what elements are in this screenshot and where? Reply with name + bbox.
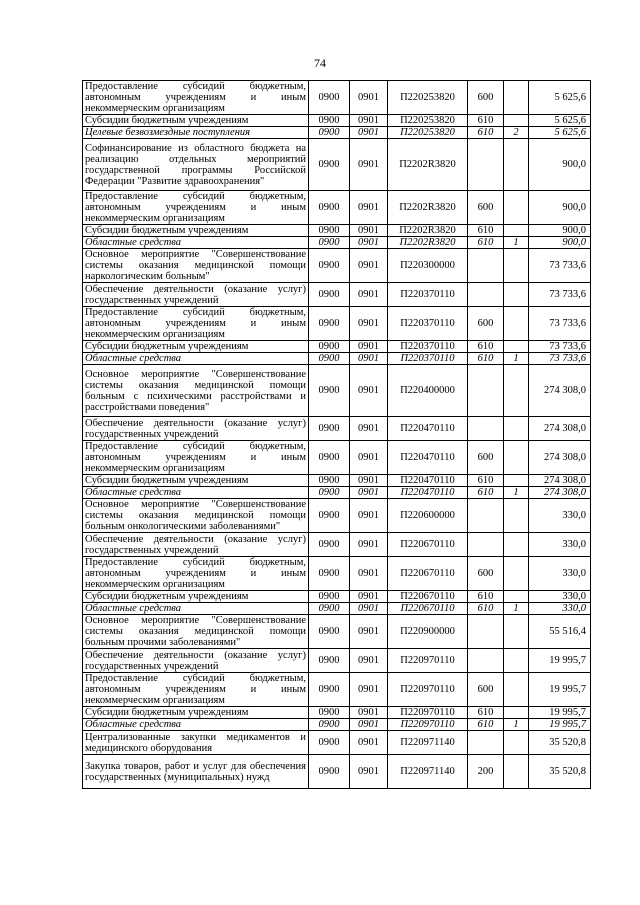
section-code: 0900 (309, 81, 350, 115)
amount: 900,0 (529, 191, 591, 225)
subsection-code: 0901 (350, 557, 388, 591)
expense-type-code: 610 (468, 225, 504, 237)
section-code: 0900 (309, 225, 350, 237)
subsection-code: 0901 (350, 475, 388, 487)
amount: 19 995,7 (529, 719, 591, 731)
section-code: 0900 (309, 649, 350, 673)
section-code: 0900 (309, 673, 350, 707)
table-row (83, 615, 591, 649)
amount: 330,0 (529, 499, 591, 533)
table-row (83, 591, 591, 603)
expense-type-code: 610 (468, 115, 504, 127)
subsection-code: 0901 (350, 591, 388, 603)
section-code: 0900 (309, 557, 350, 591)
expense-type-code: 610 (468, 719, 504, 731)
funding-source-code (504, 731, 529, 755)
expense-type-code (468, 283, 504, 307)
funding-source-code: 1 (504, 237, 529, 249)
funding-source-code: 1 (504, 487, 529, 499)
subsection-code: 0901 (350, 81, 388, 115)
table-row (83, 441, 591, 475)
funding-source-code (504, 673, 529, 707)
subsection-code: 0901 (350, 237, 388, 249)
target-article-code: П220470110 (388, 417, 468, 441)
table-row (83, 283, 591, 307)
table-row (83, 755, 591, 789)
subsection-code: 0901 (350, 499, 388, 533)
subsection-code: 0901 (350, 249, 388, 283)
target-article-code: П220370110 (388, 341, 468, 353)
target-article-code: П220470110 (388, 475, 468, 487)
subsection-code: 0901 (350, 615, 388, 649)
expense-type-code: 610 (468, 341, 504, 353)
funding-source-code: 1 (504, 603, 529, 615)
funding-source-code (504, 649, 529, 673)
amount: 274 308,0 (529, 441, 591, 475)
row-description: Обеспечение деятельности (оказание услуг) государственных учреждений (83, 283, 309, 307)
row-description: Областные средства (83, 487, 309, 499)
amount: 274 308,0 (529, 475, 591, 487)
row-description: Областные средства (83, 603, 309, 615)
target-article-code: П220253820 (388, 115, 468, 127)
amount: 900,0 (529, 237, 591, 249)
amount: 330,0 (529, 591, 591, 603)
row-description: Областные средства (83, 719, 309, 731)
funding-source-code (504, 417, 529, 441)
funding-source-code (504, 475, 529, 487)
target-article-code: П220970110 (388, 707, 468, 719)
subsection-code: 0901 (350, 353, 388, 365)
table-row (83, 127, 591, 139)
row-description: Предоставление субсидий бюджетным, автономным учреждениям и иным некоммерческим организациям (83, 441, 309, 475)
row-description: Предоставление субсидий бюджетным, автономным учреждениям и иным некоммерческим организациям (83, 81, 309, 115)
amount: 900,0 (529, 225, 591, 237)
row-description: Основное мероприятие "Совершенствование системы оказания медицинской помощи больным онкологическими заболеваниями" (83, 499, 309, 533)
expense-type-code: 610 (468, 603, 504, 615)
funding-source-code (504, 191, 529, 225)
funding-source-code (504, 249, 529, 283)
subsection-code: 0901 (350, 283, 388, 307)
subsection-code: 0901 (350, 191, 388, 225)
expense-type-code: 600 (468, 307, 504, 341)
subsection-code: 0901 (350, 755, 388, 789)
funding-source-code (504, 707, 529, 719)
target-article-code: П220470110 (388, 441, 468, 475)
row-description: Субсидии бюджетным учреждениям (83, 591, 309, 603)
amount: 73 733,6 (529, 249, 591, 283)
table-row (83, 557, 591, 591)
row-description: Закупка товаров, работ и услуг для обеспечения государственных (муниципальных) нужд (83, 755, 309, 789)
target-article-code: П220970110 (388, 649, 468, 673)
expense-type-code: 600 (468, 673, 504, 707)
expense-type-code (468, 615, 504, 649)
table-row (83, 341, 591, 353)
funding-source-code: 2 (504, 127, 529, 139)
funding-source-code: 1 (504, 719, 529, 731)
amount: 900,0 (529, 139, 591, 191)
subsection-code: 0901 (350, 365, 388, 417)
section-code: 0900 (309, 127, 350, 139)
subsection-code: 0901 (350, 307, 388, 341)
target-article-code: П220971140 (388, 731, 468, 755)
expense-type-code (468, 649, 504, 673)
expense-type-code: 200 (468, 755, 504, 789)
subsection-code: 0901 (350, 417, 388, 441)
expense-type-code (468, 533, 504, 557)
expense-type-code: 600 (468, 191, 504, 225)
amount: 73 733,6 (529, 283, 591, 307)
subsection-code: 0901 (350, 603, 388, 615)
section-code: 0900 (309, 441, 350, 475)
expense-type-code: 610 (468, 127, 504, 139)
page-number: 74 (314, 56, 326, 70)
row-description: Целевые безвозмездные поступления (83, 127, 309, 139)
expense-type-code: 610 (468, 237, 504, 249)
funding-source-code (504, 615, 529, 649)
amount: 55 516,4 (529, 615, 591, 649)
target-article-code: П220370110 (388, 283, 468, 307)
target-article-code: П2202R3820 (388, 237, 468, 249)
funding-source-code (504, 81, 529, 115)
table-row (83, 191, 591, 225)
target-article-code: П220670110 (388, 533, 468, 557)
subsection-code: 0901 (350, 341, 388, 353)
subsection-code: 0901 (350, 673, 388, 707)
amount: 274 308,0 (529, 417, 591, 441)
section-code: 0900 (309, 755, 350, 789)
row-description: Субсидии бюджетным учреждениям (83, 707, 309, 719)
target-article-code: П220253820 (388, 127, 468, 139)
subsection-code: 0901 (350, 707, 388, 719)
table-row (83, 603, 591, 615)
table-row (83, 673, 591, 707)
table-row (83, 353, 591, 365)
funding-source-code (504, 755, 529, 789)
budget-table (82, 80, 591, 789)
funding-source-code (504, 365, 529, 417)
expense-type-code: 600 (468, 81, 504, 115)
section-code: 0900 (309, 365, 350, 417)
amount: 330,0 (529, 533, 591, 557)
amount: 19 995,7 (529, 673, 591, 707)
expense-type-code (468, 417, 504, 441)
expense-type-code (468, 139, 504, 191)
funding-source-code (504, 499, 529, 533)
subsection-code: 0901 (350, 649, 388, 673)
section-code: 0900 (309, 591, 350, 603)
amount: 330,0 (529, 557, 591, 591)
row-description: Областные средства (83, 353, 309, 365)
expense-type-code: 610 (468, 353, 504, 365)
section-code: 0900 (309, 115, 350, 127)
table-row (83, 649, 591, 673)
section-code: 0900 (309, 341, 350, 353)
funding-source-code (504, 115, 529, 127)
section-code: 0900 (309, 533, 350, 557)
section-code: 0900 (309, 307, 350, 341)
target-article-code: П220670110 (388, 603, 468, 615)
expense-type-code: 600 (468, 557, 504, 591)
funding-source-code (504, 557, 529, 591)
expense-type-code: 610 (468, 707, 504, 719)
section-code: 0900 (309, 731, 350, 755)
table-row (83, 533, 591, 557)
table-row (83, 499, 591, 533)
amount: 73 733,6 (529, 307, 591, 341)
subsection-code: 0901 (350, 127, 388, 139)
expense-type-code: 610 (468, 591, 504, 603)
expense-type-code: 610 (468, 487, 504, 499)
subsection-code: 0901 (350, 731, 388, 755)
table-row (83, 487, 591, 499)
row-description: Предоставление субсидий бюджетным, автономным учреждениям и иным некоммерческим организациям (83, 673, 309, 707)
table-row (83, 417, 591, 441)
row-description: Субсидии бюджетным учреждениям (83, 115, 309, 127)
section-code: 0900 (309, 499, 350, 533)
amount: 19 995,7 (529, 649, 591, 673)
row-description: Предоставление субсидий бюджетным, автономным учреждениям и иным некоммерческим организациям (83, 307, 309, 341)
target-article-code: П2202R3820 (388, 139, 468, 191)
section-code: 0900 (309, 139, 350, 191)
section-code: 0900 (309, 353, 350, 365)
amount: 19 995,7 (529, 707, 591, 719)
amount: 73 733,6 (529, 341, 591, 353)
funding-source-code (504, 283, 529, 307)
amount: 35 520,8 (529, 755, 591, 789)
target-article-code: П220400000 (388, 365, 468, 417)
target-article-code: П220670110 (388, 591, 468, 603)
section-code: 0900 (309, 615, 350, 649)
expense-type-code (468, 249, 504, 283)
row-description: Субсидии бюджетным учреждениям (83, 225, 309, 237)
subsection-code: 0901 (350, 441, 388, 475)
table-row (83, 707, 591, 719)
amount: 73 733,6 (529, 353, 591, 365)
section-code: 0900 (309, 487, 350, 499)
expense-type-code: 610 (468, 475, 504, 487)
subsection-code: 0901 (350, 719, 388, 731)
section-code: 0900 (309, 475, 350, 487)
section-code: 0900 (309, 603, 350, 615)
subsection-code: 0901 (350, 115, 388, 127)
table-row (83, 249, 591, 283)
target-article-code: П220370110 (388, 353, 468, 365)
funding-source-code (504, 139, 529, 191)
funding-source-code (504, 591, 529, 603)
target-article-code: П220470110 (388, 487, 468, 499)
section-code: 0900 (309, 283, 350, 307)
target-article-code: П2202R3820 (388, 191, 468, 225)
subsection-code: 0901 (350, 533, 388, 557)
row-description: Обеспечение деятельности (оказание услуг) государственных учреждений (83, 417, 309, 441)
expense-type-code (468, 499, 504, 533)
amount: 274 308,0 (529, 487, 591, 499)
row-description: Основное мероприятие "Совершенствование системы оказания медицинской помощи наркологическим больным" (83, 249, 309, 283)
subsection-code: 0901 (350, 487, 388, 499)
table-row (83, 81, 591, 115)
table-row (83, 475, 591, 487)
section-code: 0900 (309, 249, 350, 283)
amount: 274 308,0 (529, 365, 591, 417)
table-row (83, 307, 591, 341)
target-article-code: П220670110 (388, 557, 468, 591)
target-article-code: П220300000 (388, 249, 468, 283)
table-row (83, 365, 591, 417)
row-description: Предоставление субсидий бюджетным, автономным учреждениям и иным некоммерческим организациям (83, 191, 309, 225)
subsection-code: 0901 (350, 139, 388, 191)
funding-source-code (504, 307, 529, 341)
section-code: 0900 (309, 417, 350, 441)
funding-source-code (504, 341, 529, 353)
row-description: Основное мероприятие "Совершенствование системы оказания медицинской помощи больным прочими заболеваниями" (83, 615, 309, 649)
row-description: Основное мероприятие "Совершенствование системы оказания медицинской помощи больным с психическими расстройствами и расстройствами поведения" (83, 365, 309, 417)
expense-type-code (468, 365, 504, 417)
row-description: Софинансирование из областного бюджета на реализацию отдельных мероприятий государственной программы Российской Федерации "Развитие здравоохранения" (83, 139, 309, 191)
table-row (83, 139, 591, 191)
target-article-code: П220900000 (388, 615, 468, 649)
row-description: Предоставление субсидий бюджетным, автономным учреждениям и иным некоммерческим организациям (83, 557, 309, 591)
row-description: Централизованные закупки медикаментов и медицинского оборудования (83, 731, 309, 755)
table-row (83, 115, 591, 127)
row-description: Областные средства (83, 237, 309, 249)
funding-source-code (504, 441, 529, 475)
row-description: Обеспечение деятельности (оказание услуг) государственных учреждений (83, 649, 309, 673)
target-article-code: П220970110 (388, 719, 468, 731)
section-code: 0900 (309, 191, 350, 225)
section-code: 0900 (309, 707, 350, 719)
table-row (83, 719, 591, 731)
target-article-code: П220970110 (388, 673, 468, 707)
funding-source-code (504, 225, 529, 237)
table-row (83, 225, 591, 237)
target-article-code: П220253820 (388, 81, 468, 115)
target-article-code: П220971140 (388, 755, 468, 789)
amount: 5 625,6 (529, 81, 591, 115)
table-row (83, 731, 591, 755)
row-description: Субсидии бюджетным учреждениям (83, 475, 309, 487)
expense-type-code: 600 (468, 441, 504, 475)
section-code: 0900 (309, 719, 350, 731)
target-article-code: П220600000 (388, 499, 468, 533)
amount: 5 625,6 (529, 127, 591, 139)
table-row (83, 237, 591, 249)
row-description: Субсидии бюджетным учреждениям (83, 341, 309, 353)
funding-source-code (504, 533, 529, 557)
target-article-code: П2202R3820 (388, 225, 468, 237)
section-code: 0900 (309, 237, 350, 249)
target-article-code: П220370110 (388, 307, 468, 341)
row-description: Обеспечение деятельности (оказание услуг) государственных учреждений (83, 533, 309, 557)
funding-source-code: 1 (504, 353, 529, 365)
subsection-code: 0901 (350, 225, 388, 237)
amount: 330,0 (529, 603, 591, 615)
amount: 35 520,8 (529, 731, 591, 755)
amount: 5 625,6 (529, 115, 591, 127)
expense-type-code (468, 731, 504, 755)
